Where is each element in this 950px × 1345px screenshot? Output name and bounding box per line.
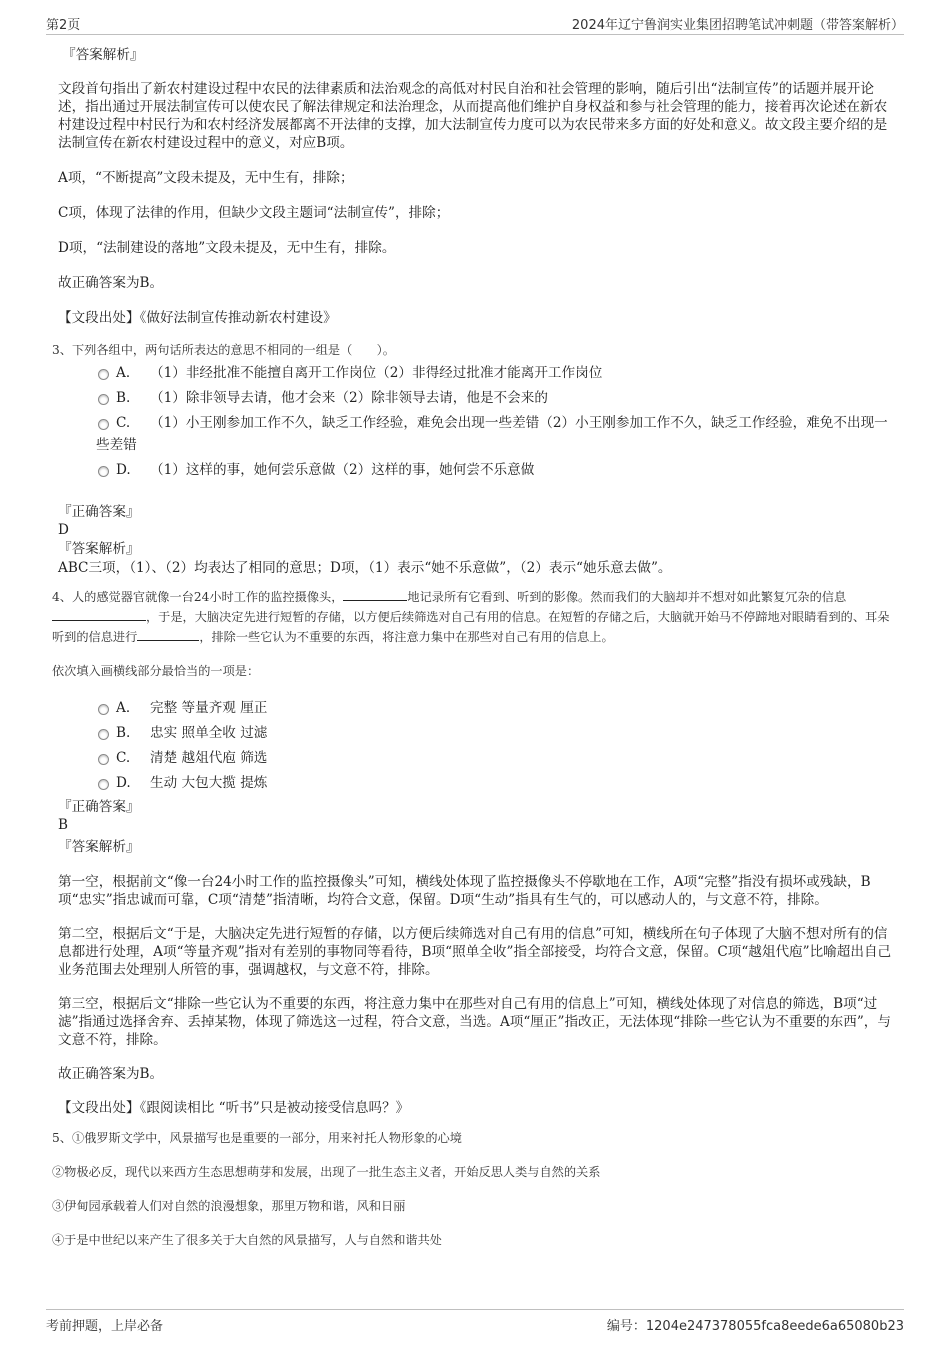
- option-letter: C.: [116, 750, 131, 766]
- q4-analysis-para-2: 第二空，根据后文“于是，大脑决定先进行短暂的存储，以方便后续筛选对自己有用的信息”可知，横线所在句子体现了大脑不想对所有的信息都进行处理，A项“等量齐观”指对有差别的事物同等看待，B项“照单全收”指全部接受，均符合文意，保留。C项“越俎代庖”比喻超出自己业务范围去处理别人所管的事，强调越权，与文意不符，排除。: [58, 926, 892, 978]
- q4-option-d[interactable]: [58, 772, 892, 794]
- radio-button[interactable]: [98, 419, 109, 430]
- radio-button[interactable]: [98, 779, 109, 790]
- q3-option-c[interactable]: [58, 412, 892, 456]
- radio-button[interactable]: [98, 754, 109, 765]
- option-letter: A．: [116, 700, 140, 716]
- q3-analysis-title: 『答案解析』: [58, 541, 140, 557]
- blank-1: [343, 587, 407, 601]
- blank-2: [52, 607, 146, 621]
- radio-button[interactable]: [98, 704, 109, 715]
- q3-stem: 3、下列各组中，两句话所表达的意思不相同的一组是（ ）。: [52, 343, 395, 357]
- q4-analysis-para-3: 第三空，根据后文“排除一些它认为不重要的东西，将注意力集中在那些对自己有用的信息上”可知，横线处体现了对信息的筛选，B项“过滤”指通过选择舍弃、丢掉某物，体现了筛选这一过程，符合文意，当选。A项“厘正”指改正，无法体现“排除一些它认为不重要的东西”，与文意不符，排除。: [58, 996, 891, 1048]
- footer-slogan: 考前押题，上岸必备: [46, 1319, 164, 1334]
- q2-analysis-title: 『答案解析』: [62, 47, 144, 63]
- q4-stem: 4、人的感觉器官就像一台24小时工作的监控摄像头， 地记录所有它看到、听到的影像。然而我们的大脑却并不想对如此繁复冗杂的信息，于是，大脑决定先进行短暂的存储，以方便后续筛选对自己有用的信息。在短暂的存储之后，大脑就开始马不停蹄地对眼睛看到的、耳朵听到的信息进行 ，排除一些它认为不重要的东西，将注意力集中在那些对自己有用的信息上。: [52, 587, 892, 647]
- option-text: 忠实 照单全收 过滤: [150, 725, 268, 741]
- option-text: 完整 等量齐观 厘正: [150, 700, 268, 716]
- q4-answer-title: 『正确答案』: [58, 799, 140, 815]
- q4-analysis-para-1: 第一空，根据前文“像一台24小时工作的监控摄像头”可知，横线处体现了监控摄像头不停歇地在工作，A项“完整”指没有损坏或残缺，B项“忠实”指忠诚而可靠，C项“清楚”指清晰，均符合文意，保留。D项“生动”指具有生气的，可以感动人的，与文意不符，排除。: [58, 874, 871, 908]
- q4-answer: B: [58, 817, 68, 833]
- q3-answer: D: [58, 522, 69, 538]
- q2-option-c-analysis: C项，体现了法律的作用，但缺少文段主题词“法制宣传”，排除；: [58, 205, 450, 221]
- main-content: [52, 44, 892, 1250]
- option-letter: D.: [116, 462, 131, 478]
- q5-sentence-1: 5、①俄罗斯文学中，风景描写也是重要的一部分，用来衬托人物形象的心境: [52, 1131, 462, 1145]
- q4-option-a[interactable]: [58, 697, 892, 719]
- q4-prompt: 依次填入画横线部分最恰当的一项是：: [52, 664, 260, 678]
- q3-options: [58, 362, 892, 481]
- q3-option-a[interactable]: [58, 362, 892, 384]
- blank-3: [137, 627, 199, 641]
- document-code: 编号：1204e247378055fca8eede6a65080b23: [606, 1319, 904, 1334]
- option-letter: A．: [116, 365, 140, 381]
- option-letter: D.: [116, 775, 131, 791]
- q3-analysis: ABC三项，（1）、（2）均表达了相同的意思；D项，（1）表示“她不乐意做”，（2）表示“她乐意去做”。: [58, 560, 672, 576]
- radio-button[interactable]: [98, 466, 109, 477]
- option-text: （1）除非领导去请，他才会来（2）除非领导去请，他是不会来的: [150, 390, 548, 406]
- page-number: 第2页: [46, 18, 81, 33]
- q4-option-b[interactable]: [58, 722, 892, 744]
- option-text: （1）这样的事，她何尝乐意做（2）这样的事，她何尝不乐意做: [150, 462, 535, 478]
- q4-analysis-title: 『答案解析』: [58, 839, 140, 855]
- q4-options: [58, 697, 892, 794]
- q3-answer-title: 『正确答案』: [58, 504, 140, 520]
- q3-option-d[interactable]: [58, 459, 892, 481]
- q2-analysis-text: 文段首句指出了新农村建设过程中农民的法律素质和法治观念的高低对村民自治和社会管理的影响，随后引出“法制宣传”的话题并展开论述，指出通过开展法制宣传可以使农民了解法律规定和法治理念，从而提高他们维护自身权益和参与社会管理的能力，接着再次论述在新农村建设过程中村民行为和农村经济发展都离不开法律的支撑，加大法制宣传力度可以为农民带来多方面的好处和意义。故文段主要介绍的是法制宣传在新农村建设过程中的意义，对应B项。: [58, 81, 888, 151]
- q4-source: 【文段出处】《跟阅读相比 “听书”只是被动接受信息吗？》: [58, 1100, 410, 1116]
- q5-sentence-2: ②物极必反，现代以来西方生态思想萌芽和发展，出现了一批生态主义者，开始反思人类与自然的关系: [52, 1165, 601, 1179]
- q3-option-b[interactable]: [58, 387, 892, 409]
- q4-conclusion: 故正确答案为B。: [58, 1066, 164, 1082]
- page-header: [46, 12, 904, 35]
- q5-sentence-3: ③伊甸园承载着人们对自然的浪漫想象，那里万物和谐，风和日丽: [52, 1199, 406, 1213]
- option-text: 生动 大包大揽 提炼: [150, 775, 268, 791]
- option-letter: B.: [116, 390, 131, 406]
- page-footer: [46, 1309, 904, 1336]
- radio-button[interactable]: [98, 729, 109, 740]
- q2-conclusion: 故正确答案为B。: [58, 275, 164, 291]
- option-text: （1）非经批准不能擅自离开工作岗位（2）非得经过批准才能离开工作岗位: [150, 365, 603, 381]
- q4-option-c[interactable]: [58, 747, 892, 769]
- q2-option-a-analysis: A项，“不断提高”文段未提及，无中生有，排除；: [58, 170, 354, 186]
- option-letter: B.: [116, 725, 131, 741]
- q2-option-d-analysis: D项，“法制建设的落地”文段未提及，无中生有，排除。: [58, 240, 396, 256]
- document-title: 2024年辽宁鲁润实业集团招聘笔试冲刺题（带答案解析）: [571, 18, 904, 33]
- option-letter: C.: [116, 415, 131, 431]
- radio-button[interactable]: [98, 369, 109, 380]
- option-text: 清楚 越俎代庖 筛选: [150, 750, 268, 766]
- q2-source: 【文段出处】《做好法制宣传推动新农村建设》: [58, 310, 337, 326]
- radio-button[interactable]: [98, 394, 109, 405]
- option-text: （1）小王刚参加工作不久，缺乏工作经验，难免会出现一些差错（2）小王刚参加工作不久，缺乏工作经验，难免不出现一些差错: [96, 415, 888, 453]
- q5-sentence-4: ④于是中世纪以来产生了很多关于大自然的风景描写，人与自然和谐共处: [52, 1233, 442, 1247]
